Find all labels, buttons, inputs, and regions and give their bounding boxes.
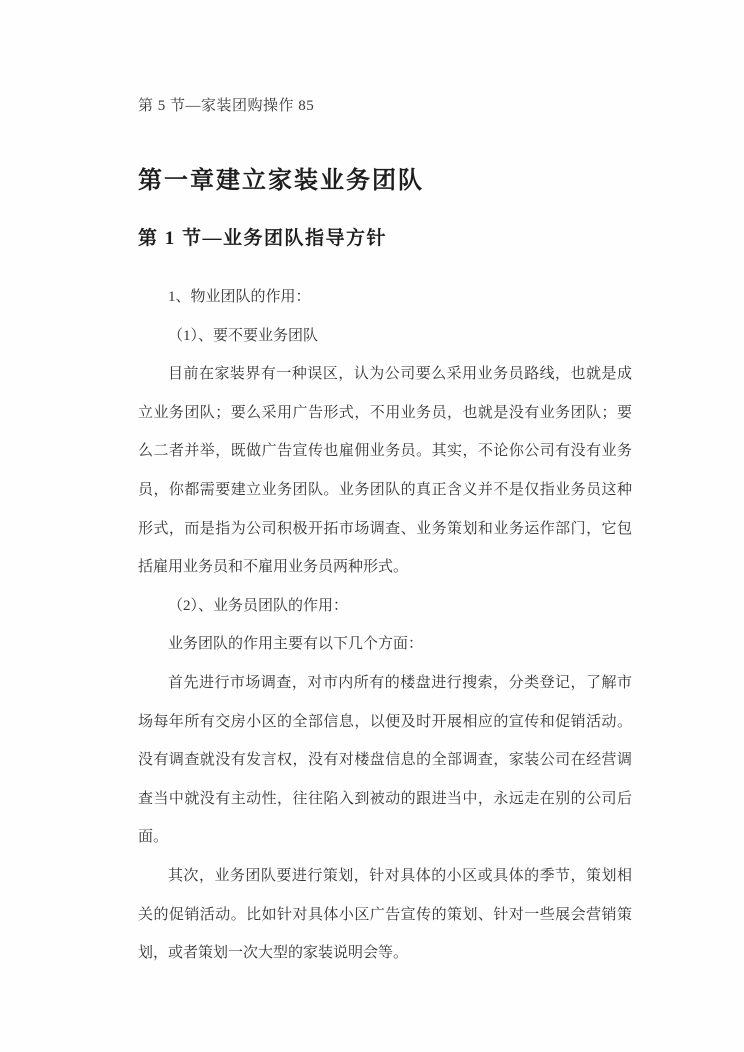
paragraph-list-item: 1、物业团队的作用： (168, 289, 311, 305)
section-title: 第 1 节—业务团队指导方针 (138, 228, 388, 249)
paragraph-body: 其次，业务团队要进行策划，针对具体的小区或具体的季节，策划相关的促销活动。比如针对具体小区广告宣传的策划、针对一些展会营销策划，或者策划一次大型的家装说明会等。 (138, 867, 632, 962)
paragraph-body: 首先进行市场调查，对市内所有的楼盘进行搜索，分类登记，了解市场每年所有交房小区的全部信息，以便及时开展相应的宣传和促销活动。没有调查就没有发言权，没有对楼盘信息的全部调查，家装公司在经营调查当中就没有主动性，往往陷入到被动的跟进当中，永远走在别的公司后面。 (138, 674, 632, 846)
document-body (138, 278, 632, 973)
paragraph-body: 业务团队的作用主要有以下几个方面： (168, 636, 424, 653)
paragraph-subheading: （2）、业务员团队的作用： (168, 597, 349, 614)
paragraph-subheading: （1）、要不要业务团队 (168, 327, 319, 344)
paragraph-body: 目前在家装界有一种误区，认为公司要么采用业务员路线，也就是成立业务团队；要么采用广告形式，不用业务员，也就是没有业务团队；要么二者并举，既做广告宣传也雇佣业务员。其实，不论你公司有没有业务员，你都需要建立业务团队。业务团队的真正含义并不是仅指业务员这种形式，而是指为公司积极开拓市场调查、业务策划和业务运作部门，它包括雇用业务员和不雇用业务员两种形式。 (138, 366, 632, 576)
chapter-title: 第一章建立家装业务团队 (138, 168, 424, 194)
running-header: 第 5 节—家装团购操作 85 (138, 98, 315, 114)
